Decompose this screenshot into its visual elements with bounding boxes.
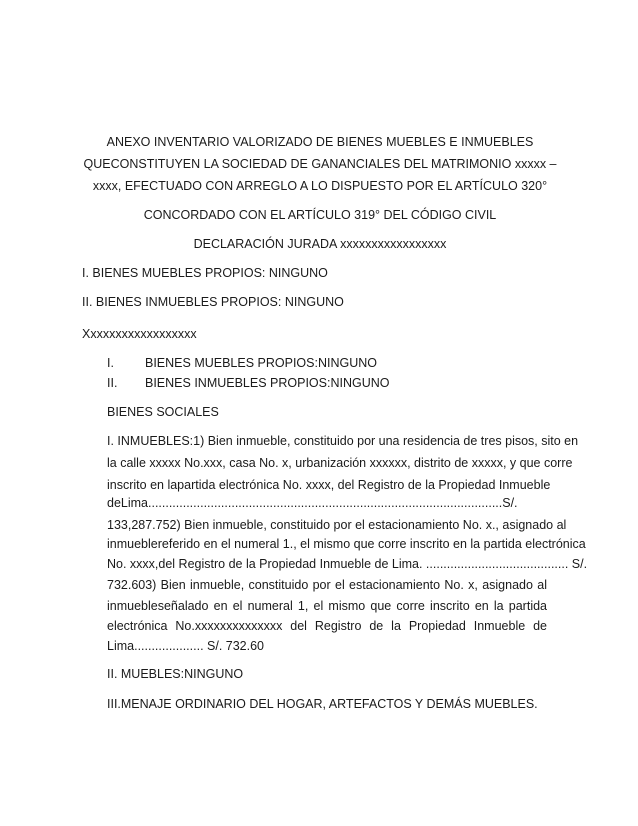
bienes-muebles-propios: I. BIENES MUEBLES PROPIOS: NINGUNO [82, 266, 328, 280]
list-item-number: I. [107, 356, 114, 370]
muebles-line: II. MUEBLES:NINGUNO [107, 667, 244, 681]
paragraph-line: inscrito en lapartida electrónica No. xxxx, del Registro de la Propiedad Inmueble [107, 478, 551, 492]
paragraph-line: electrónica No.xxxxxxxxxxxxxx del Registro de la Propiedad Inmueble de [107, 619, 547, 633]
paragraph-line: No. xxxx,del Registro de la Propiedad Inmueble de Lima. ......................................... S/. [107, 557, 588, 571]
paragraph-line: inmueblereferido en el numeral 1., el mismo que corre inscrito en la partida electrónica [107, 537, 586, 551]
header-line-4: CONCORDADO CON EL ARTÍCULO 319° DEL CÓDIGO CIVIL [143, 208, 497, 222]
paragraph-line: 732.603) Bien inmueble, constituido por el estacionamiento No. x, asignado al [107, 578, 547, 592]
paragraph-line: 133,287.752) Bien inmueble, constituido por el estacionamiento No. x., asignado al [107, 518, 567, 532]
header-line-5: DECLARACIÓN JURADA xxxxxxxxxxxxxxxxx [193, 237, 447, 251]
menaje-line: III.MENAJE ORDINARIO DEL HOGAR, ARTEFACTOS Y DEMÁS MUEBLES. [107, 697, 538, 711]
list-item-text: BIENES MUEBLES PROPIOS:NINGUNO [145, 356, 377, 370]
paragraph-line: deLima......................................................................................................S/. [107, 496, 518, 510]
list-item [107, 376, 390, 390]
bienes-sociales-heading: BIENES SOCIALES [107, 405, 219, 419]
list-item [107, 356, 377, 370]
declarant-name: Xxxxxxxxxxxxxxxxxx [82, 327, 197, 341]
list-item-number: II. [107, 376, 118, 390]
paragraph-line: la calle xxxxx No.xxx, casa No. x, urbanización xxxxxx, distrito de xxxxx, y que corre [107, 456, 573, 470]
list-item-text: BIENES INMUEBLES PROPIOS:NINGUNO [145, 376, 390, 390]
paragraph-line-last: Lima.................... S/. 732.60 [107, 639, 265, 653]
header-line-2: QUECONSTITUYEN LA SOCIEDAD DE GANANCIALES DEL MATRIMONIO xxxxx – [83, 157, 557, 171]
header-line-1: ANEXO INVENTARIO VALORIZADO DE BIENES MUEBLES E INMUEBLES [106, 135, 534, 149]
paragraph-line: inmuebleseñalado en el numeral 1, el mismo que corre inscrito en la partida [107, 599, 547, 613]
bienes-inmuebles-propios: II. BIENES INMUEBLES PROPIOS: NINGUNO [82, 295, 344, 309]
header-line-3: xxxx, EFECTUADO CON ARREGLO A LO DISPUESTO POR EL ARTÍCULO 320° [92, 179, 548, 193]
paragraph-line: I. INMUEBLES:1) Bien inmueble, constituido por una residencia de tres pisos, sito en [107, 434, 579, 448]
